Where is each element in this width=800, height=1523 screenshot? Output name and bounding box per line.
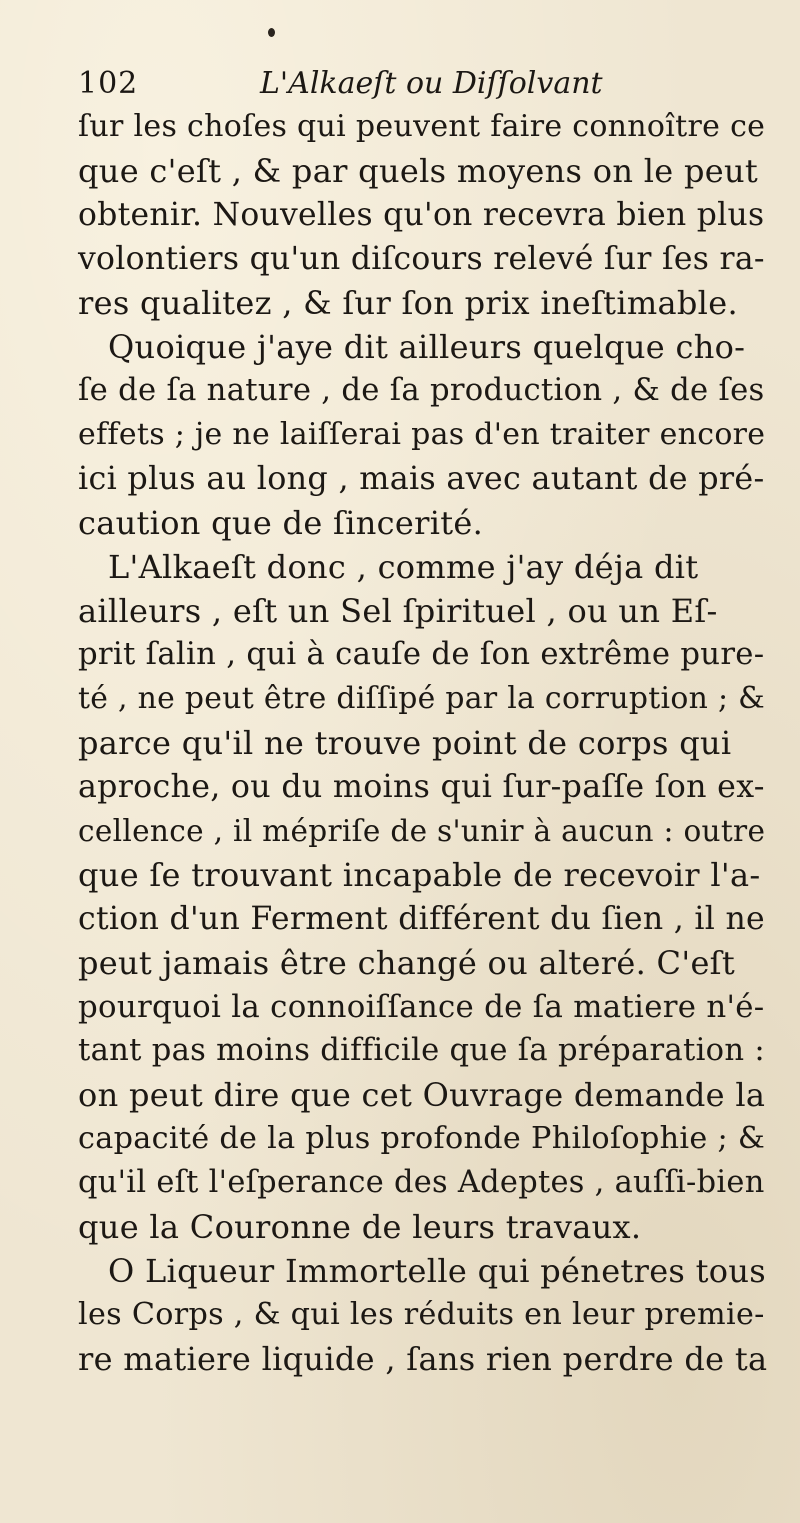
text-line: que ſe trouvant incapable de recevoir l'a- (78, 856, 761, 894)
text-line: ſur les choſes qui peuvent faire connoître ce (78, 109, 766, 144)
text-line: les Corps , & qui les réduits en leur premie- (78, 1297, 765, 1332)
page-header (78, 66, 768, 110)
text-line: cellence , il mépriſe de s'unir à aucun : outre (78, 814, 766, 848)
text-line: aproche, ou du moins qui ſur-paſſe ſon ex- (78, 769, 765, 805)
text-line: ction d'un Ferment différent du ſien , il ne (78, 901, 765, 937)
page-number: 102 (78, 66, 139, 101)
text-line: on peut dire que cet Ouvrage demande la (78, 1076, 766, 1114)
ink-dot (268, 28, 275, 37)
body-text (78, 105, 768, 1381)
text-line: que la Couronne de leurs travaux. (78, 1208, 642, 1246)
paragraph-start-line: O Liqueur Immortelle qui pénetres tous (108, 1252, 766, 1290)
text-line: prit ſalin , qui à cauſe de ſon extrême pure- (78, 637, 765, 672)
text-line: capacité de la plus profonde Philoſophie ; & (78, 1121, 766, 1156)
text-line: peut jamais être changé ou alteré. C'eſt (78, 944, 735, 982)
text-line: ailleurs , eſt un Sel ſpirituel , ou un Eſ- (78, 592, 718, 630)
text-line: ici plus au long , mais avec autant de pré- (78, 460, 765, 497)
text-line: qu'il eſt l'eſperance des Adeptes , auſſi-bien (78, 1165, 765, 1200)
text-line: parce qu'il ne trouve point de corps qui (78, 724, 732, 762)
paragraph-start-line: Quoique j'aye dit ailleurs quelque cho- (108, 328, 746, 366)
text-line: volontiers qu'un diſcours relevé ſur ſes ra- (78, 241, 765, 277)
text-line: tant pas moins difficile que ſa préparation : (78, 1033, 765, 1068)
text-line: que c'eſt , & par quels moyens on le peut (78, 152, 759, 190)
text-line: effets ; je ne laiſſerai pas d'en traiter encore (78, 417, 766, 452)
text-line: ſe de ſa nature , de ſa production , & de ſes (78, 373, 765, 408)
paragraph-start-line: L'Alkaeſt donc , comme j'ay déja dit (108, 548, 699, 586)
text-line: té , ne peut être diſſipé par la corruption ; & (78, 681, 765, 716)
text-line: obtenir. Nouvelles qu'on recevra bien plus (78, 197, 765, 233)
running-title: L'Alkaeſt ou Diſſolvant (260, 66, 603, 101)
text-line: re matiere liquide , ſans rien perdre de ta (78, 1340, 768, 1378)
text-line: res qualitez , & ſur ſon prix ineſtimable. (78, 284, 738, 322)
text-line: caution que de ſincerité. (78, 504, 484, 542)
text-line: pourquoi la connoiſſance de ſa matiere n'é- (78, 989, 765, 1025)
